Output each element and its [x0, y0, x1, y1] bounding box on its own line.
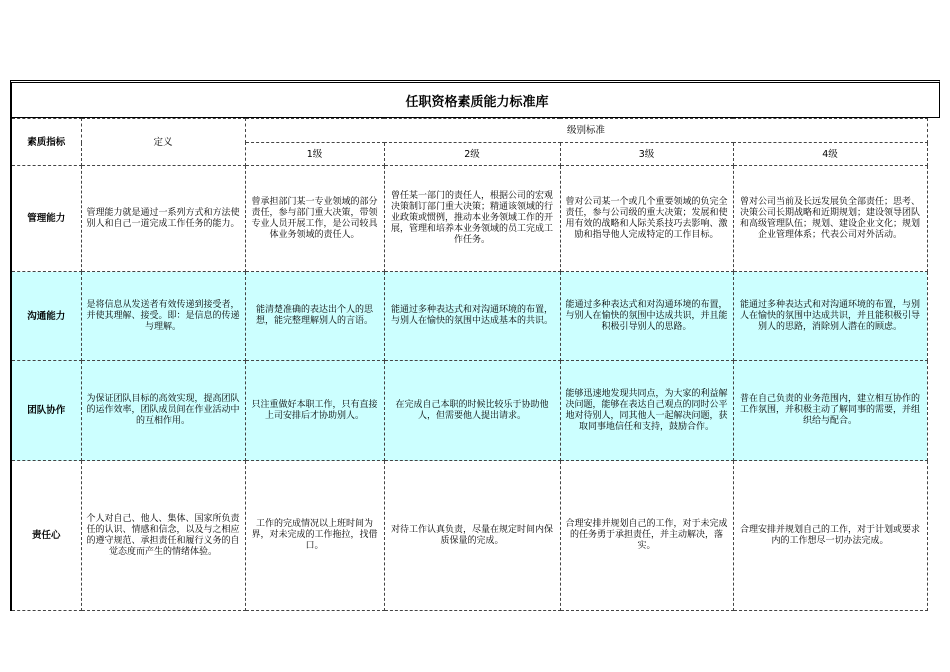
header-level-1: 1级 [245, 143, 384, 166]
header-level-2: 2级 [384, 143, 560, 166]
header-indicator: 素质指标 [11, 119, 81, 166]
row-level-1: 能清楚准确的表达出个人的思想，能完整理解别人的言语。 [245, 272, 384, 361]
row-level-1: 曾承担部门某一专业领域的部分责任，参与部门重大决策，带领专业人员开展工作，是公司较具体业务领域的责任人。 [245, 166, 384, 272]
row-definition: 是将信息从发送者有效传递到接受者，并使其理解、接受。即：是信息的传递与理解。 [81, 272, 245, 361]
header-definition: 定义 [81, 119, 245, 166]
row-name: 团队协作 [11, 361, 81, 461]
competency-table [10, 118, 928, 611]
header-row-1 [11, 119, 927, 143]
header-level-3: 3级 [560, 143, 733, 166]
row-level-1: 工作的完成情况以上班时间为界，对未完成的工作拖拉，找借口。 [245, 461, 384, 611]
header-level-4: 4级 [733, 143, 927, 166]
row-definition: 为保证团队目标的高效实现，提高团队的运作效率，团队成员间在作业活动中的互相作用。 [81, 361, 245, 461]
row-level-4: 能通过多种表达式和对沟通环境的布置，与别人在愉快的氛围中达成共识，并且能积极引导别人的思路，消除别人潜在的顾虑。 [733, 272, 927, 361]
table-row [11, 166, 927, 272]
sheet-title: 任职资格素质能力标准库 [405, 95, 549, 110]
row-definition: 个人对自己、他人、集体、国家所负责任的认识、情感和信念，以及与之相应的遵守规范、承担责任和履行义务的自觉态度而产生的情绪体验。 [81, 461, 245, 611]
row-level-1: 只注重做好本职工作，只有直接上司安排后才协助别人。 [245, 361, 384, 461]
row-name: 责任心 [11, 461, 81, 611]
row-level-3: 合理安排并规划自己的工作，对于未完成的任务勇于承担责任，并主动解决，落实。 [560, 461, 733, 611]
row-level-4: 合理安排并规划自己的工作，对于计划或要求内的工作想尽一切办法完成。 [733, 461, 927, 611]
row-definition: 管理能力就是通过一系列方式和方法使别人和自己一道完成工作任务的能力。 [81, 166, 245, 272]
row-name: 沟通能力 [11, 272, 81, 361]
row-level-3: 能够迅速地发现共同点，为大家的利益解决问题，能够在表达自己观点的同时公平地对待别人，同其他人一起解决问题，获取同事地信任和支持，鼓励合作。 [560, 361, 733, 461]
row-name: 管理能力 [11, 166, 81, 272]
row-level-3: 曾对公司某一个或几个重要领域的负完全责任，参与公司级的重大决策；发展和使用有效的战略和人际关系技巧去影响、激励和指导他人完成特定的工作目标。 [560, 166, 733, 272]
table-row [11, 461, 927, 611]
row-level-4: 曾对公司当前及长远发展负全部责任；思考、决策公司长期战略和近期规划；建设领导团队和高级管理队伍；规划、建设企业文化；规划企业管理体系；代表公司对外活动。 [733, 166, 927, 272]
title-row [10, 80, 940, 118]
header-level-group: 级别标准 [245, 119, 927, 143]
row-level-2: 曾任某一部门的责任人，根据公司的宏观决策制订部门重大决策；精通该领域的行业政策或惯例，推动本业务领域工作的开展，管理和培养本业务领域的员工完成工作任务。 [384, 166, 560, 272]
row-level-3: 能通过多种表达式和对沟通环境的布置，与别人在愉快的氛围中达成共识，并且能积极引导别人的思路。 [560, 272, 733, 361]
table-row [11, 361, 927, 461]
row-level-2: 在完成自己本职的时候比较乐于协助他人，但需要他人提出请求。 [384, 361, 560, 461]
table-row [11, 272, 927, 361]
row-level-4: 普在自己负责的业务范围内，建立相互协作的工作氛围，并积极主动了解同事的需要，并组织给与配合。 [733, 361, 927, 461]
row-level-2: 能通过多种表达式和对沟通环境的布置，与别人在愉快的氛围中达成基本的共识。 [384, 272, 560, 361]
row-level-2: 对待工作认真负责，尽量在规定时间内保质保量的完成。 [384, 461, 560, 611]
